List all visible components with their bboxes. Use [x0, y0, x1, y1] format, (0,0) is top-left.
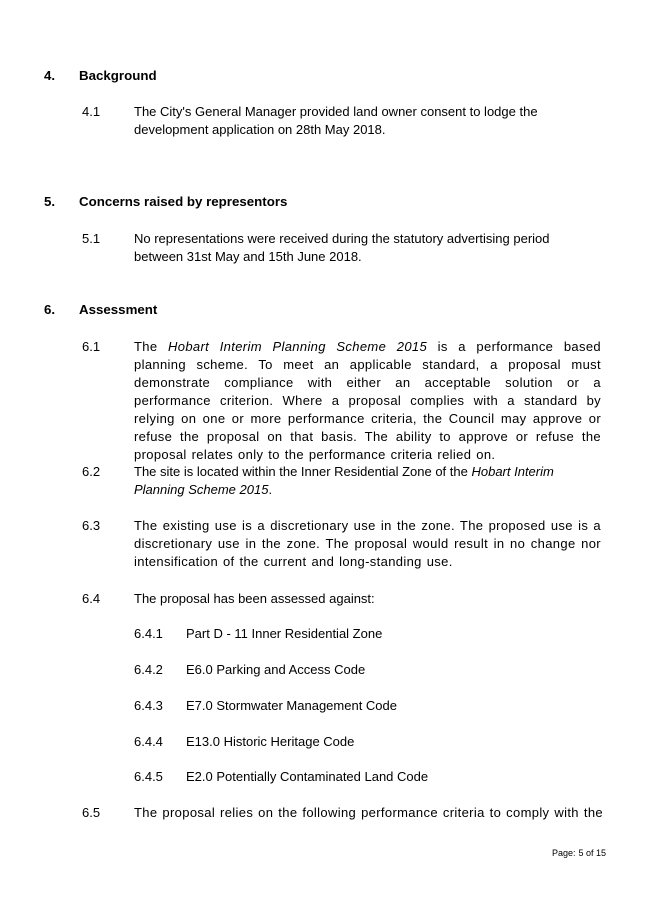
- page-footer: [552, 847, 606, 859]
- paragraph-number: 6.5: [82, 805, 101, 820]
- paragraph-number: 6.1: [82, 339, 101, 354]
- section-title: Concerns raised by representors: [79, 194, 288, 209]
- paragraph-6-1: [82, 338, 602, 464]
- list-item: [134, 625, 594, 643]
- scheme-title-italic: Hobart Interim Planning Scheme 2015: [168, 339, 428, 354]
- paragraph-number: 4.1: [82, 104, 101, 119]
- paragraph-number: 6.3: [82, 518, 101, 533]
- paragraph-text: [134, 463, 601, 499]
- page-label: Page:: [552, 848, 576, 858]
- list-item: [134, 768, 594, 786]
- paragraph-6-4: [82, 590, 602, 608]
- list-item-text: E2.0 Potentially Contaminated Land Code: [186, 769, 429, 784]
- section-number: 4.: [44, 68, 56, 83]
- text-run: is a performance based planning scheme. To meet an applicable standard, a proposal must demonstrate compliance with either an acceptable solution or a performance criterion. Where a proposal complies with a standard by relying on one or more performance criteria, the Council may approve or refuse the proposal on that basis. The ability to approve or refuse the proposal relates only to the performance criteria relied on.: [134, 339, 601, 462]
- list-item: [134, 733, 594, 751]
- paragraph-6-3: [82, 517, 602, 571]
- list-item-number: 6.4.3: [134, 698, 163, 713]
- section-title: Background: [79, 68, 157, 83]
- paragraph-text: The City's General Manager provided land owner consent to lodge the development application on 28th May 2018.: [134, 104, 538, 137]
- paragraph-text: The proposal has been assessed against:: [134, 591, 375, 606]
- paragraph-number: 6.2: [82, 464, 101, 479]
- paragraph-number: 6.4: [82, 591, 101, 606]
- paragraph-text: The proposal relies on the following performance criteria to comply with the: [134, 805, 603, 820]
- paragraph-text: The existing use is a discretionary use in the zone. The proposed use is a discretionary use in the zone. The proposal would result in no change nor intensification of the current and long-standing use.: [134, 518, 601, 569]
- paragraph-text: No representations were received during the statutory advertising period between 31st May and 15th June 2018.: [134, 231, 550, 264]
- list-item-text: E7.0 Stormwater Management Code: [186, 698, 397, 713]
- list-item-number: 6.4.1: [134, 626, 163, 641]
- paragraph-5-1: [82, 230, 602, 266]
- list-item: [134, 661, 594, 679]
- text-run: The site is located within the Inner Residential Zone of the: [134, 464, 472, 479]
- scheme-title-italic: Hobart Interim Planning Scheme 2015: [134, 464, 554, 497]
- list-item-text: E6.0 Parking and Access Code: [186, 662, 366, 677]
- list-item: [134, 697, 594, 715]
- list-item-number: 6.4.2: [134, 662, 163, 677]
- page-number: 5 of 15: [578, 848, 607, 858]
- section-number: 6.: [44, 302, 56, 317]
- paragraph-number: 5.1: [82, 231, 101, 246]
- list-item-text: E13.0 Historic Heritage Code: [186, 734, 355, 749]
- list-item-text: Part D - 11 Inner Residential Zone: [186, 626, 383, 641]
- paragraph-4-1: [82, 103, 602, 139]
- section-number: 5.: [44, 194, 56, 209]
- text-run: The: [134, 339, 169, 354]
- paragraph-6-2: [82, 463, 602, 499]
- section-title: Assessment: [79, 302, 158, 317]
- list-item-number: 6.4.4: [134, 734, 163, 749]
- paragraph-text: [134, 338, 601, 464]
- text-run: .: [268, 482, 273, 497]
- list-item-number: 6.4.5: [134, 769, 163, 784]
- paragraph-6-5: [82, 804, 602, 822]
